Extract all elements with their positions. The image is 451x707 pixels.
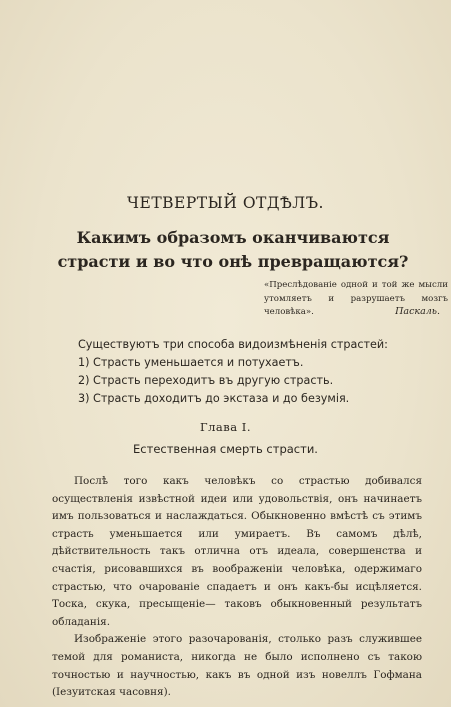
intro-block [78,336,418,408]
paragraph: Послѣ того какъ человѣкъ со страстью добивался осуществленія извѣстной идеи или удовольствія, онъ начинаетъ имъ пользоваться и наслаждаться. Обыкновенно вмѣстѣ съ этимъ страсть уменьшается или умираетъ. Въ самомъ дѣлѣ, дѣйствительность такъ отлична отъ идеала, совершенства и счастія, рисовавшихся въ воображеніи человѣка, одержимаго страстью, что очарованіе спадаетъ и онъ какъ-бы исцѣляется. Тоска, скука, пресыщеніе— таковъ обыкновенный результатъ обладанія. [52,475,422,628]
intro-lead: Существуютъ три способа видоизмѣненія страстей: [78,338,388,351]
intro-item: 1) Страсть уменьшается и потухаетъ. [78,356,304,369]
epigraph-text: «Преслѣдованіе одной и той же мысли утомляетъ и разрушаетъ мозгъ человѣка». [264,280,448,317]
chapter-title: Естественная смерть страсти. [133,442,318,456]
section-question: Какимъ образомъ оканчиваются страсти и во что онѣ превращаются? [57,228,409,271]
epigraph-author: Паскаль. [395,306,440,317]
chapter-label: Глава I. [200,420,251,434]
intro-item: 3) Страсть доходитъ до экстаза и до безумія. [78,392,350,405]
intro-item: 2) Страсть переходитъ въ другую страсть. [78,374,334,387]
paragraph: Изображеніе этого разочарованія, столько разъ служившее темой для романиста, никогда не было исполнено съ такою точностью и научностью, какъ въ одной изъ новеллъ Гофмана (Іезуитская часовня). [52,633,422,699]
body-text [52,473,422,702]
part-title: ЧЕТВЕРТЫЙ ОТДѢЛЪ. [127,194,324,212]
